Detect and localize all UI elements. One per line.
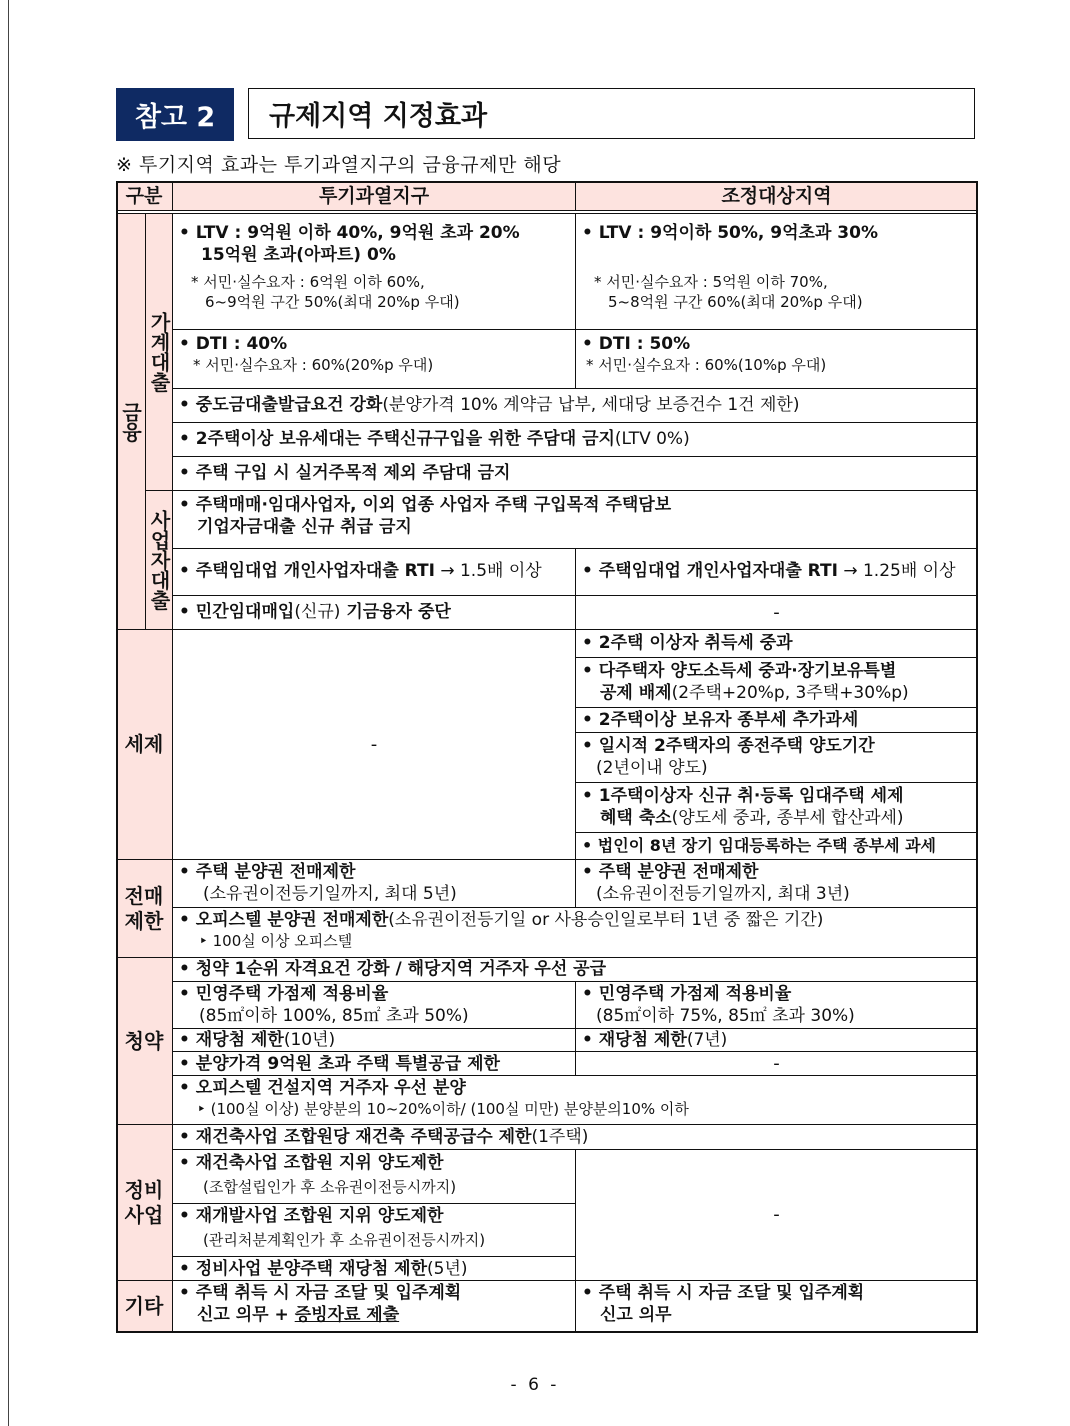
officetel-priority-row: • 오피스텔 건설지역 거주자 우선 분양 ‣ (100실 이상) 분양분의 10~20%이하/ (100실 미만) 분양분의10% 이하: [173, 1076, 978, 1125]
tax-transfer-row: • 다주택자 양도소득세 중과·장기보유특별 공제 배제(2주택+20%p, 3주택+30%p): [576, 658, 978, 708]
rti-adjustment-cell: • 주택임대업 개인사업자대출 RTI → 1.25배 이상: [576, 549, 978, 596]
resale-adjustment-cell: • 주택 분양권 전매제한 (소유권이전등기일까지, 최대 3년): [576, 860, 978, 908]
category-etc: 기타: [116, 1281, 173, 1333]
point-system-adjustment-cell: • 민영주택 가점제 적용비율 (85㎡이하 75%, 85㎡ 초과 30%): [576, 982, 978, 1029]
business-loan-row: • 주택매매·임대사업자, 이외 업종 사업자 주택 구입목적 주택담보 기업자금대출 신규 취급 금지: [173, 491, 978, 549]
officetel-resale-row: • 오피스텔 분양권 전매제한(소유권이전등기일 or 사용승인일로부터 1년 중 짧은 기간) ‣ 100실 이상 오피스텔: [173, 908, 978, 958]
tax-comprehensive-row: • 2주택이상 보유자 종부세 추가과세: [576, 708, 978, 733]
category-subscription: 청약: [116, 958, 173, 1125]
rewin-speculation-cell: • 재당첨 제한(10년): [173, 1029, 576, 1052]
tax-speculation-cell: -: [173, 630, 576, 860]
residence-loan-row: • 주택 구입 시 실거주목적 제외 주담대 금지: [173, 457, 978, 491]
regulation-table: [116, 181, 978, 1333]
scope-note: ※ 투기지역 효과는 투기과열지구의 금융규제만 해당: [116, 154, 562, 176]
private-rental-speculation-cell: • 민간임대매입(신규) 기금융자 중단: [173, 596, 576, 630]
point-system-speculation-cell: • 민영주택 가점제 적용비율 (85㎡이하 100%, 85㎡ 초과 50%): [173, 982, 576, 1029]
tax-temporary-row: • 일시적 2주택자의 종전주택 양도기간 (2년이내 양도): [576, 733, 978, 783]
page-edge-line: [8, 0, 9, 1426]
multi-home-loan-row: • 2주택이상 보유세대는 주택신규구입을 위한 주담대 금지(LTV 0%): [173, 423, 978, 457]
rti-speculation-cell: • 주택임대업 개인사업자대출 RTI → 1.5배 이상: [173, 549, 576, 596]
ltv-adjustment-cell: • LTV : 9억이하 50%, 9억초과 30% * 서민·실수요자 : 5억원 이하 70%, 5~8억원 구간 60%(최대 20%p 우대): [576, 214, 978, 330]
ltv-speculation-cell: • LTV : 9억원 이하 40%, 9억원 초과 20% 15억원 초과(아파트) 0% * 서민·실수요자 : 6억원 이하 60%, 6~9억원 구간 50%(최대 20%p 우대): [173, 214, 576, 330]
reconstruction-transfer-cell: • 재건축사업 조합원 지위 양도제한 (조합설립인가 후 소유권이전등시까지): [173, 1150, 576, 1204]
private-rental-adjustment-cell: -: [576, 596, 978, 630]
resale-speculation-cell: • 주택 분양권 전매제한 (소유권이전등기일까지, 최대 5년): [173, 860, 576, 908]
dti-adjustment-cell: • DTI : 50% * 서민·실수요자 : 60%(10%p 우대): [576, 330, 978, 389]
rewin-adjustment-cell: • 재당첨 제한(7년): [576, 1029, 978, 1052]
page-title: 규제지역 지정효과: [248, 88, 975, 139]
page-number: - 6 -: [510, 1375, 560, 1395]
category-redevelopment: 정비사업: [116, 1125, 173, 1281]
funding-plan-speculation-cell: • 주택 취득 시 자금 조달 및 입주계획 신고 의무 + 증빙자료 제출: [173, 1281, 576, 1333]
special-supply-adjustment-cell: -: [576, 1052, 978, 1076]
category-household-loan: 가계대출: [146, 214, 173, 491]
tax-acquisition-row: • 2주택 이상자 취득세 중과: [576, 630, 978, 658]
interim-loan-row: • 중도금대출발급요건 강화(분양가격 10% 계약금 납부, 세대당 보증건수 1건 제한): [173, 389, 978, 423]
category-tax: 세제: [116, 630, 173, 860]
category-finance: 금융: [116, 214, 146, 630]
col-header-speculation-zone: 투기과열지구: [173, 181, 576, 211]
tax-corporate-row: • 법인이 8년 장기 임대등록하는 주택 종부세 과세: [576, 833, 978, 860]
category-resale: 전매제한: [116, 860, 173, 958]
funding-plan-adjustment-cell: • 주택 취득 시 자금 조달 및 입주계획 신고 의무: [576, 1281, 978, 1333]
redevelopment-adjustment-cell: -: [576, 1150, 978, 1281]
reconstruction-supply-row: • 재건축사업 조합원당 재건축 주택공급수 제한(1주택): [173, 1125, 978, 1150]
col-header-category: 구분: [116, 181, 173, 211]
tax-rental-row: • 1주택이상자 신규 취·등록 임대주택 세제 혜택 축소(양도세 중과, 종부세 합산과세): [576, 783, 978, 833]
reference-tag: 참고 2: [116, 88, 234, 141]
special-supply-speculation-cell: • 분양가격 9억원 초과 주택 특별공급 제한: [173, 1052, 576, 1076]
category-business-loan: 사업자대출: [146, 491, 173, 630]
redevelopment-rewin-cell: • 정비사업 분양주택 재당첨 제한(5년): [173, 1257, 576, 1281]
first-priority-row: • 청약 1순위 자격요건 강화 / 해당지역 거주자 우선 공급: [173, 958, 978, 982]
dti-speculation-cell: • DTI : 40% * 서민·실수요자 : 60%(20%p 우대): [173, 330, 576, 389]
redevelopment-transfer-cell: • 재개발사업 조합원 지위 양도제한 (관리처분계획인가 후 소유권이전등시까지): [173, 1204, 576, 1257]
col-header-adjustment-zone: 조정대상지역: [576, 181, 978, 211]
